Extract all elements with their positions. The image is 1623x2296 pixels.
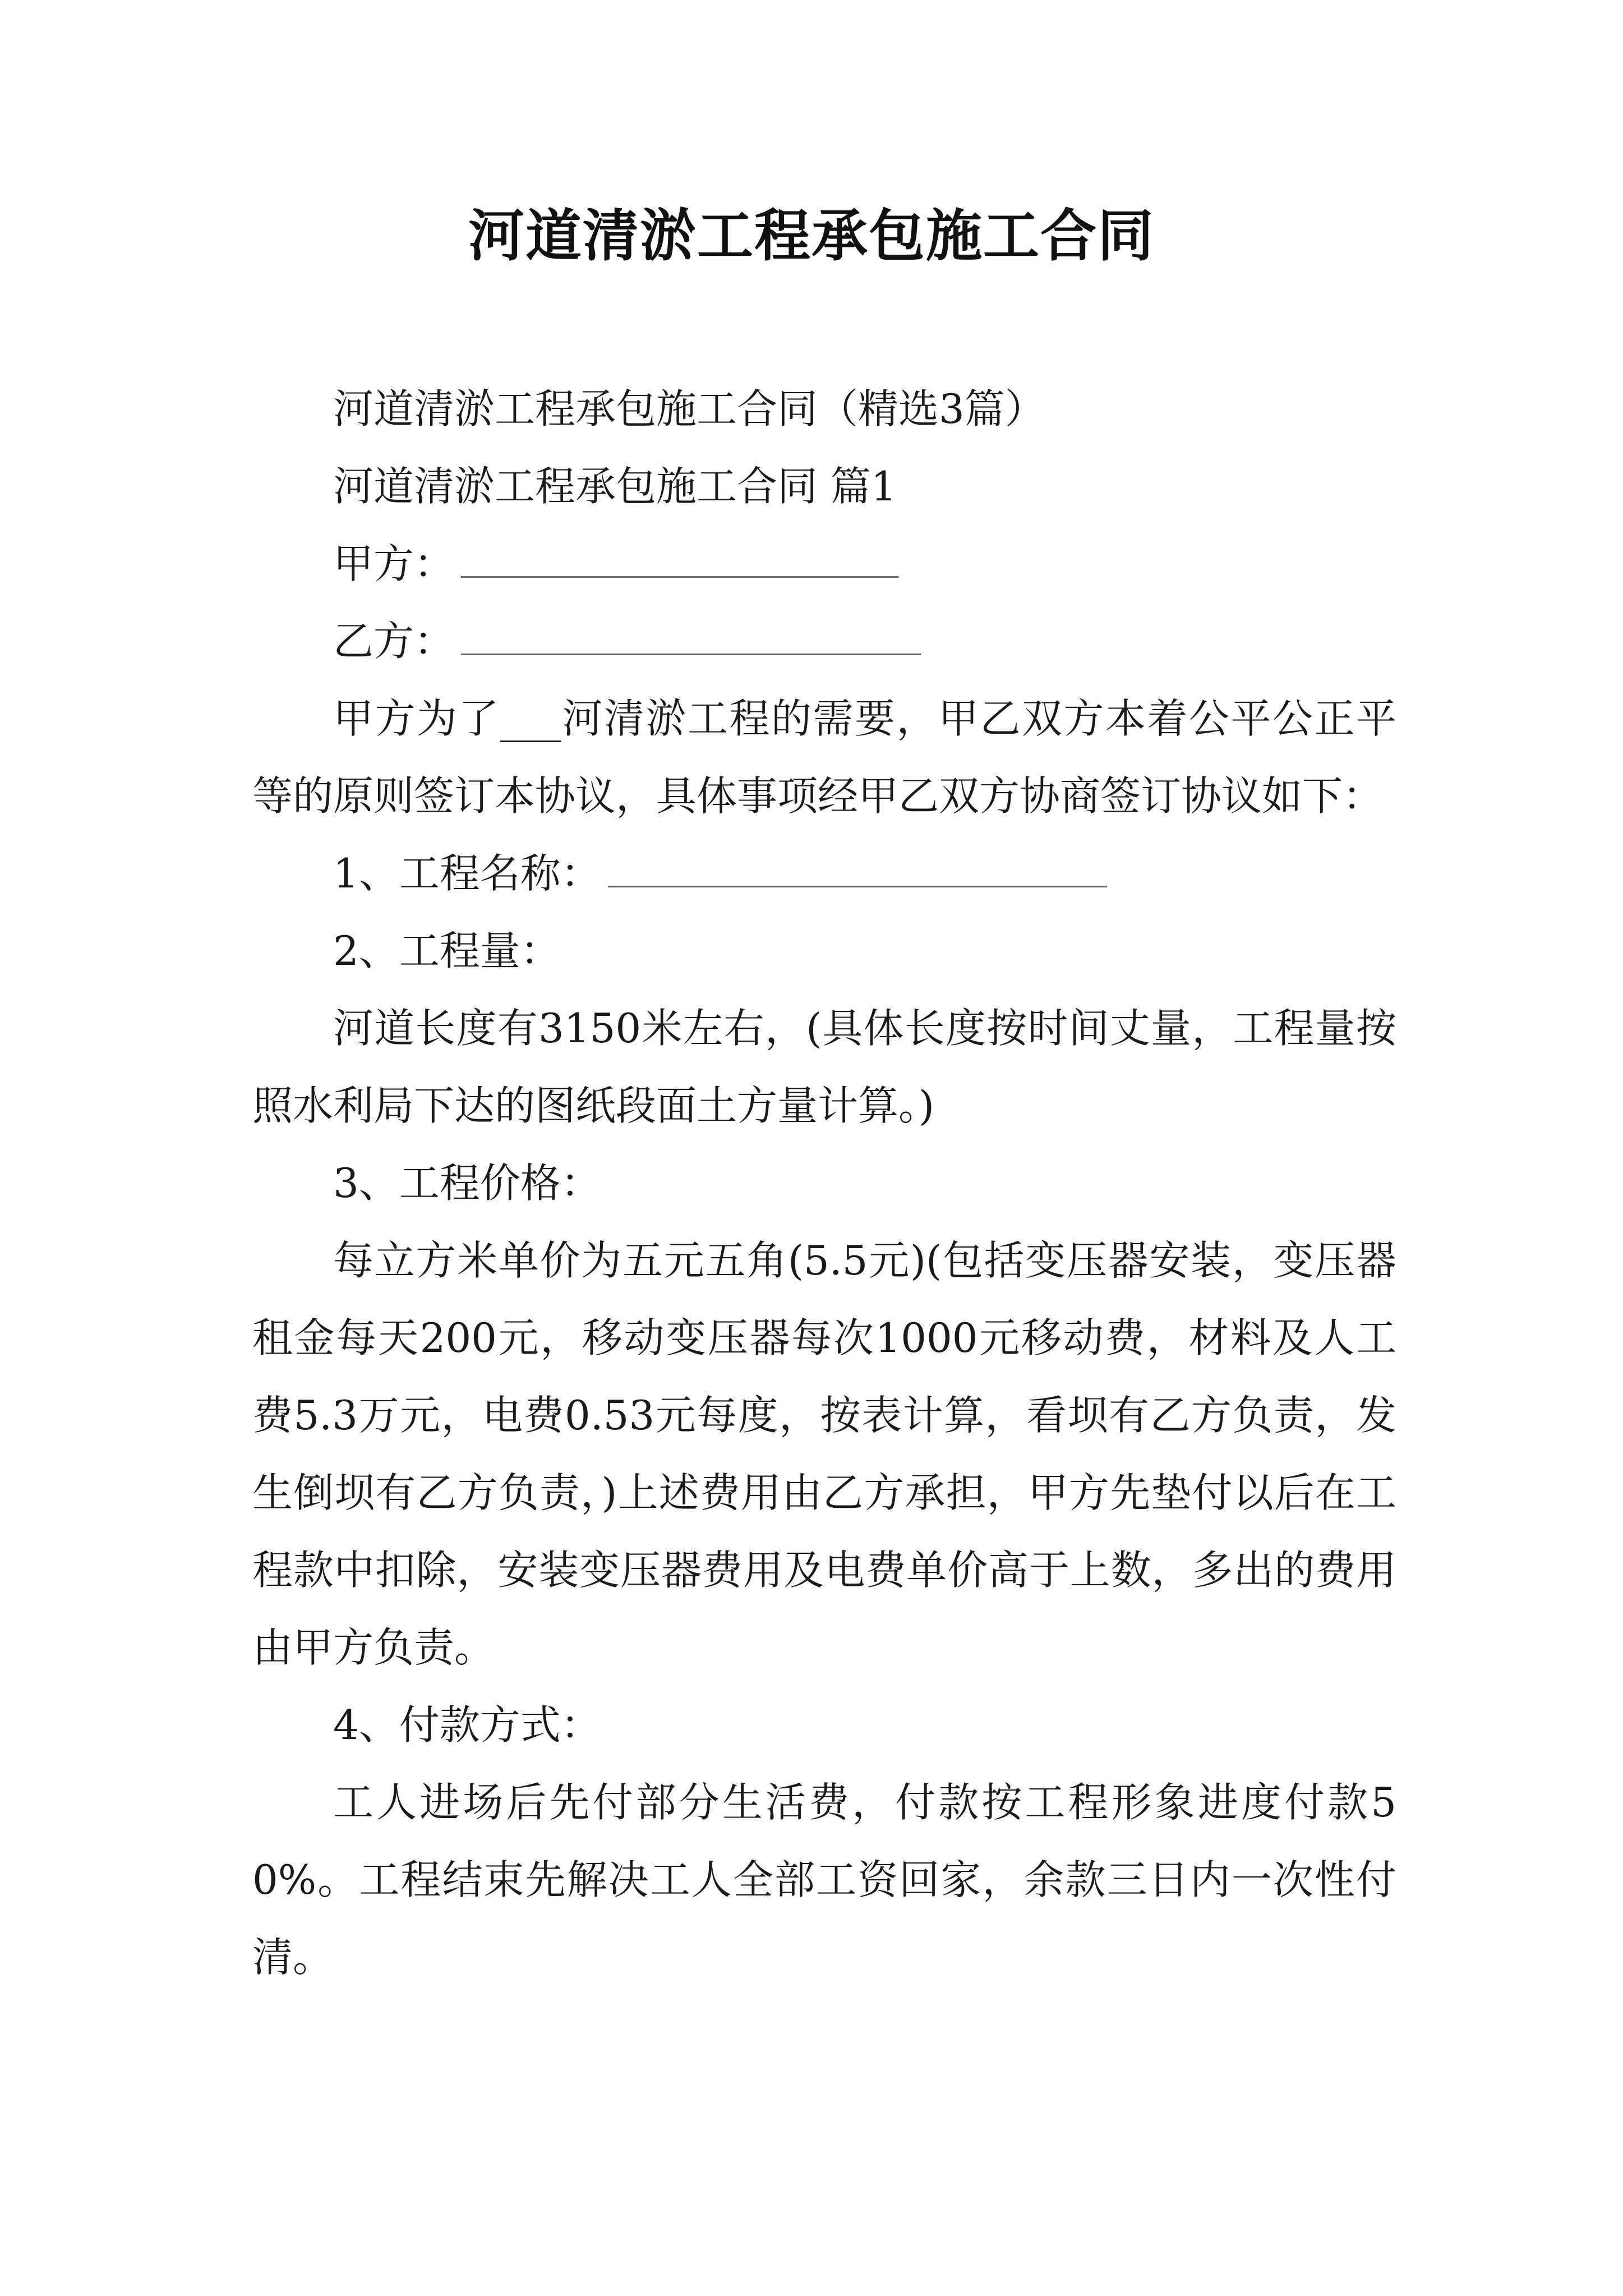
intro-paragraph: 甲方为了___河清淤工程的需要，甲乙双方本着公平公正平等的原则签订本协议，具体事项经甲乙双方协商签订协议如下： [252, 695, 1396, 820]
party-b-line [252, 602, 1396, 680]
party-a-blank [461, 576, 898, 578]
item3-label: 3、工程价格： [333, 1159, 601, 1207]
item2-label: 2、工程量： [333, 927, 561, 974]
item4-paragraph: 工人进场后先付部分生活费，付款按工程形象进度付款50%。工程结束先解决工人全部工资回家，余款三日内一次性付清。 [252, 1779, 1396, 1981]
party-a-label: 甲方： [333, 540, 455, 587]
party-b-label: 乙方： [333, 618, 455, 665]
document-body [252, 370, 1396, 1996]
item2-paragraph: 河道长度有3150米左右，(具体长度按时间丈量，工程量按照水利局下达的图纸段面土方量计算。) [252, 1005, 1396, 1129]
project-name-blank [608, 885, 1107, 887]
document-title: 河道清淤工程承包施工合同 [468, 203, 1155, 269]
item3-paragraph: 每立方米单价为五元五角(5.5元)(包括变压器安装，变压器租金每天200元，移动变压器每次1000元移动费，材料及人工费5.3万元，电费0.53元每度，按表计算，看坝有乙方负责，发生倒坝有乙方负责，)上述费用由乙方承担，甲方先垫付以后在工程款中扣除，安装变压器费用及电费单价高于上数，多出的费用由甲方负责。 [252, 1237, 1396, 1671]
collection-heading: 河道清淤工程承包施工合同（精选3篇） [333, 385, 1045, 432]
item1-line [252, 835, 1396, 912]
party-b-blank [461, 653, 921, 655]
item1-label: 1、工程名称： [333, 850, 601, 897]
part-heading: 河道清淤工程承包施工合同 篇1 [333, 463, 897, 510]
party-a-line [252, 525, 1396, 602]
item4-label: 4、付款方式： [333, 1701, 601, 1749]
